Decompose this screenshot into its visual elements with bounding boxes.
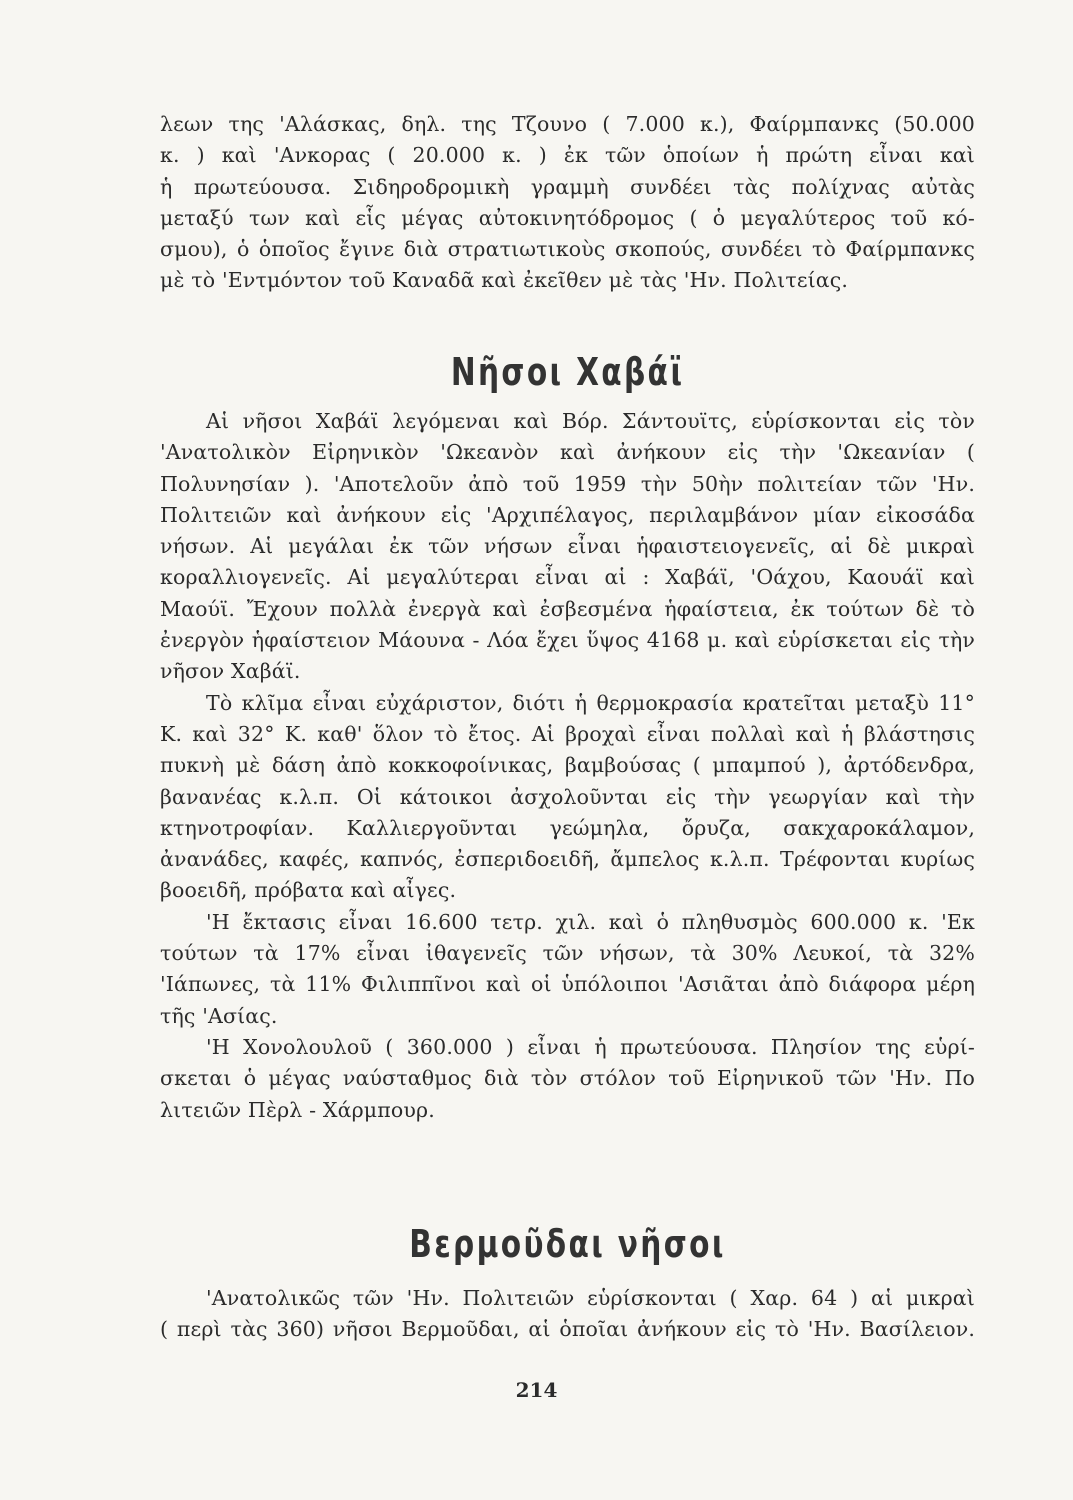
text-line: κ. ) καὶ 'Ανκορας ( 20.000 κ. ) ἐκ τῶν ὁποίων ἡ πρώτη εἶναι καὶ [160,143,975,168]
text-line: λεων της 'Αλάσκας, δηλ. της Τζουνο ( 7.000 κ.), Φαίρμπανκς (50.000 [160,112,975,136]
hawaii-heading-wrap [160,350,975,394]
text-line: 'Η Χονολουλοῦ ( 360.000 ) εἶναι ἡ πρωτεύουσα. Πλησίον της εὑρί- [206,1034,975,1059]
alaska-text [160,109,975,297]
paragraph-hawaii-geography: Αἱ νῆσοι Χαβάϊ λεγόμεναι καὶ Βόρ. Σάντουϊτς, εὑρίσκονται εἰς τὸν 'Ανατολικὸν Εἰρηνικὸν 'Ωκεανὸν καὶ ἀνήκουν εἰς τὴν 'Ωκεανίαν ( Πολυνησίαν ). 'Αποτελοῦν ἀπὸ τοῦ 1959 τὴν 50ὴν πολιτείαν τῶν 'Ην. Πολιτειῶν καὶ ἀνήκουν εἰς 'Αρχιπέλαγος, περιλαμβάνον μίαν εἰκοσάδα νήσων. Αἱ μεγάλαι ἐκ τῶν νήσων εἶναι ἡφαιστειογενεῖς, αἱ δὲ μικραὶ κοραλλιογενεῖς. Αἱ μεγαλύτεραι εἶναι αἱ : Χαβάϊ, 'Οάχου, Καουάϊ καὶ Μαούϊ. Ἔχουν πολλὰ ἐνεργὰ καὶ ἐσβεσμένα ἡφαίστεια, ἐκ τούτων δὲ τὸ ἐνεργὸν ἡφαίστειον Μάουνα - Λόα ἔχει ὕψος 4168 μ. καὶ εὑρίσκεται εἰς τὴν νῆσον Χαβάϊ. [160,409,975,684]
paragraph-hawaii-climate: Τὸ κλῖμα εἶναι εὐχάριστον, διότι ἡ θερμοκρασία κρατεῖται μεταξὺ 11° Κ. καὶ 32° Κ. καθ' ὅλον τὸ ἔτος. Αἱ βροχαὶ εἶναι πολλαὶ καὶ ἡ βλάστησις πυκνὴ μὲ δάση ἀπὸ κοκκοφοίνικας, βαμβούσας ( μπαμπού ), ἀρτόδενδρα, βανανέας κ.λ.π. Οἱ κάτοικοι ἀσχολοῦνται εἰς τὴν γεωργίαν καὶ τὴν κτηνοτροφίαν. Καλλιεργοῦνται γεώμηλα, ὄρυζα, σακχαροκάλαμον, ἀνανάδες, καφές, καπνός, ἐσπεριδοειδῆ, ἄμπελος κ.λ.π. Τρέφονται κυρίως βοοειδῆ, πρόβατα καὶ αἶγες. [160,690,975,903]
section-heading-bermuda: Βερμοῦδαι νῆσοι [409,1222,726,1266]
page-number: 214 [515,1378,558,1402]
paragraph-hawaii-population: 'Η ἔκτασις εἶναι 16.600 τετρ. χιλ. καὶ ὁ πληθυσμὸς 600.000 κ. 'Εκ τούτων τὰ 17% εἶναι ἰθαγενεῖς τῶν νήσων, τὰ 30% Λευκοί, τὰ 32% 'Ιάπωνες, τὰ 11% Φιλιππῖνοι καὶ οἱ ὑπόλοιποι 'Ασιᾶται ἀπὸ διάφορα μέρη τῆς 'Ασίας. [160,909,975,1028]
text-line: λιτειῶν Πὲρλ - Χάρμπουρ. [160,1097,435,1122]
section-heading-hawaii: Νῆσοι Χαβάϊ [450,350,685,394]
bermuda-text [160,1283,975,1346]
text-line: 'Ανατολικῶς τῶν 'Ην. Πολιτειῶν εὑρίσκονται ( Χαρ. 64 ) αἱ μικραὶ [206,1286,975,1310]
text-line: ἡ πρωτεύουσα. Σιδηροδρομικὴ γραμμὴ συνδέει τὰς πολίχνας αὐτὰς [160,174,975,199]
text-line: σμου), ὁ ὁποῖος ἔγινε διὰ στρατιωτικοὺς σκοπούς, συνδέει τὸ Φαίρμπανκς [160,237,975,262]
hawaii-text [160,406,975,1126]
text-line: μὲ τὸ 'Εντμόντον τοῦ Καναδᾶ καὶ ἐκεῖθεν μὲ τὰς 'Ην. Πολιτείας. [160,268,849,293]
text-line: μεταξύ των καὶ εἷς μέγας αὐτοκινητόδρομος ( ὁ μεγαλύτερος τοῦ κό- [160,205,975,230]
text-line: ( περὶ τὰς 360) νῆσοι Βερμοῦδαι, αἱ ὁποῖαι ἀνήκουν εἰς τὸ 'Ην. Βασίλειον. [160,1317,975,1342]
text-line: σκεται ὁ μέγας ναύσταθμος διὰ τὸν στόλον τοῦ Εἰρηνικοῦ τῶν 'Ην. Πο [160,1066,975,1091]
bermuda-heading-wrap [160,1222,975,1266]
